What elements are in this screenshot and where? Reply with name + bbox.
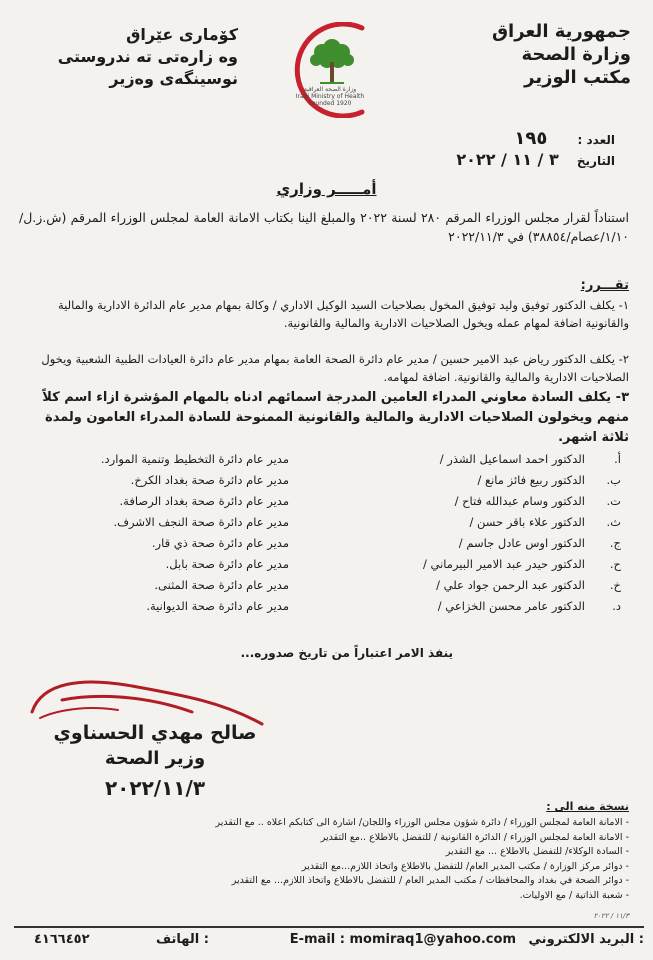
copy-recipient: - دوائر مركز الوزارة / مكتب المدير العام/ للتفضل بالاطلاع واتخاذ اللازم...مع التقدير xyxy=(301,860,629,872)
email-address: E-mail : momiraq1@yahoo.com xyxy=(289,932,516,947)
list-item: ج. الدكتور اوس عادل جاسم / مدير عام دائرة صحة ذي قار. xyxy=(151,536,621,550)
footer-divider xyxy=(14,926,644,928)
kurdish-office-line: نوسینگەی وەزیر xyxy=(109,69,238,88)
copy-recipient: - شعبة الذاتية / مع الاوليات. xyxy=(519,889,629,901)
copy-recipient: - السادة الوكلاء/ للتفضل بالاطلاع ... مع التقدير xyxy=(445,846,629,858)
ministry-logo xyxy=(270,22,390,118)
logo-caption: وزارة الصحة العراقية Iraqi Ministry of Health Founded 1920 xyxy=(295,86,365,107)
footer xyxy=(14,932,644,954)
office-line: مكتب الوزير xyxy=(524,67,631,88)
letterhead-arabic xyxy=(492,20,631,89)
kurdish-ministry-line: وه زارەتی ته ندروستی xyxy=(57,47,238,66)
copy-recipient: - الامانة العامة لمجلس الوزراء / دائرة شؤون مجلس الوزراء واللجان/ اشارة الى كتابكم اعلاه .. مع التقدير xyxy=(215,817,629,828)
letterhead-kurdish xyxy=(48,24,238,90)
copy-recipient: - الامانة العامة لمجلس الوزراء / الدائرة القانونية / للتفضل بالاطلاع ..مع التقدير xyxy=(320,831,629,843)
stamp-date: ١١/٣ / ٢٠٢٢ xyxy=(593,912,629,920)
decision-item-3: ٣- يكلف السادة معاوني المدراء العامين المدرجة اسمائهم ادناه بالمهام المؤشرة ازاء اسم كلاً منهم ويخولون الصلاحيات الادارية والمالية والقانونية الممنوحة للسادة المدراء العامون ولمدة ثلاثة اشهر. xyxy=(42,390,629,445)
republic-line: جمهورية العراق xyxy=(491,21,631,42)
copies-heading: نسخة منه الى : xyxy=(546,800,629,813)
email-label: البريد الالكتروني : xyxy=(528,932,644,947)
ref-date: التاريخ ٣ / ١١ / ٢٠٢٢ xyxy=(456,150,615,169)
copies-list xyxy=(29,816,629,904)
kurdish-republic-line: كۆماری عێراق xyxy=(126,25,238,44)
ministry-line: وزارة الصحة xyxy=(521,44,631,65)
list-item: خ. الدكتور عبد الرحمن جواد علي / مدير عام دائرة صحة المثنى. xyxy=(154,578,621,592)
assignee-list xyxy=(19,452,629,620)
copy-recipient: - دوائر الصحة في بغداد والمحافظات / مكتب المدير العام / للتفضل بالاطلاع واتخاذ اللازم... مع التقدير xyxy=(231,875,629,887)
phone-number: ٤١٦٦٤٥٢ xyxy=(34,932,90,947)
ref-number: العدد : ١٩٥ xyxy=(514,128,615,149)
list-item: ح. الدكتور حيدر عبد الامير البيرماني / مدير عام دائرة صحة بابل. xyxy=(165,557,621,571)
signatory-title: وزير الصحة xyxy=(104,748,206,769)
effective-statement: ينفذ الامر اعتباراً من تاريخ صدوره... xyxy=(240,646,453,660)
document-title: أمـــــر وزاري xyxy=(276,180,377,198)
signatory-name: صالح مهدي الحسناوي xyxy=(53,722,257,744)
list-item: ب. الدكتور ربيع فائز مانع / مدير عام دائرة صحة بغداد الكرخ. xyxy=(130,473,621,487)
signature-date: ٢٠٢٢/١١/٣ xyxy=(104,776,206,800)
list-item: ت. الدكتور وسام عبدالله فتاح / مدير عام دائرة صحة بغداد الرصافة. xyxy=(119,494,621,508)
list-item: أ. الدكتور احمد اسماعيل الشذر / مدير عام دائرة التخطيط وتنمية الموارد. xyxy=(100,452,621,466)
decided-heading: تقـــرر: xyxy=(580,278,629,293)
phone-label: الهاتف : xyxy=(156,932,209,947)
list-item: ث. الدكتور علاء باقر حسن / مدير عام دائرة صحة النجف الاشرف. xyxy=(113,515,621,529)
list-item: د. الدكتور عامر محسن الخزاعي / مدير عام دائرة صحة الديوانية. xyxy=(146,599,621,613)
decision-item-1: ١- يكلف الدكتور توفيق وليد توفيق المخول بصلاحيات السيد الوكيل الاداري / وكالة بمهام مدير عام الدائرة الادارية والمالية والقانونية اضافة لمهام عمله ويخول الصلاحيات الادارية والمالية والقانونية. xyxy=(57,298,629,330)
decision-item-2: ٢- يكلف الدكتور رياض عبد الامير حسين / مدير عام دائرة الصحة العامة بمهام مدير عام دائرة العيادات الطبية الشعبية ويخول الصلاحيات الادارية والمالية والقانونية. اضافة لمهامه. xyxy=(41,352,629,384)
preamble-paragraph: استناداً لقرار مجلس الوزراء المرقم ٢٨٠ لسنة ٢٠٢٢ والمبلغ الينا بكتاب الامانة العامة لمجلس الوزراء المرقم (ش.ز.ل/١/١٠/عصام/٣٨٨٥٤) في ٢٠٢٢/١١/٣ xyxy=(19,210,629,244)
